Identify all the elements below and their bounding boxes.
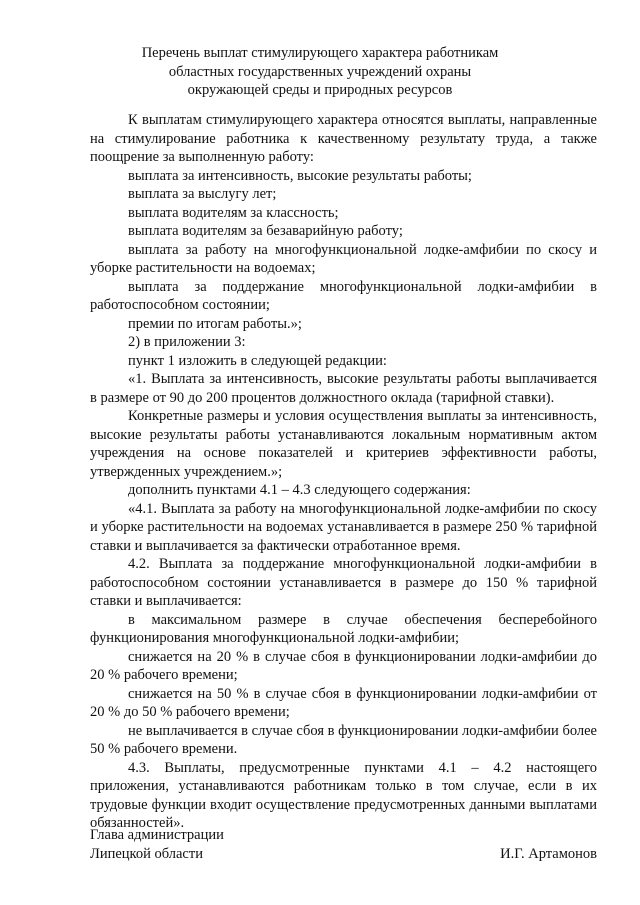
document-title (60, 44, 580, 100)
list-item: выплата за поддержание многофункциональной лодки-амфибии в работоспособном состоянии; (90, 278, 597, 313)
paragraph: 4.3. Выплаты, предусмотренные пунктами 4.1 – 4.2 настоящего приложения, устанавливаются работникам только в том случае, если в их трудовые функции входит осуществление предусмотренных данными выплатами обязанностей». (90, 759, 597, 831)
document-body (90, 111, 597, 833)
paragraph: Конкретные размеры и условия осуществления выплаты за интенсивность, высокие результаты работы устанавливаются локальным нормативным актом учреждения на основе показателей и критериев эффективности работы, утвержденных учреждением.»; (90, 408, 597, 480)
signature-region: Липецкой области (90, 845, 203, 862)
list-item: в максимальном размере в случае обеспечения бесперебойного функционирования многофункциональной лодки-амфибии; (90, 611, 597, 646)
list-item: снижается на 50 % в случае сбоя в функционировании лодки-амфибии от 20 % до 50 % рабочего времени; (90, 685, 597, 720)
list-item: не выплачивается в случае сбоя в функционировании лодки-амфибии более 50 % рабочего времени. (90, 722, 597, 757)
list-item: выплата водителям за безаварийную работу; (128, 223, 403, 239)
title-line: окружающей среды и природных ресурсов (187, 82, 453, 98)
list-item: снижается на 20 % в случае сбоя в функционировании лодки-амфибии до 20 % рабочего времени; (90, 648, 597, 683)
paragraph: К выплатам стимулирующего характера относятся выплаты, направленные на стимулирование работника к качественному результату труда, а также поощрение за выполненную работу: (90, 112, 597, 165)
paragraph: дополнить пунктами 4.1 – 4.3 следующего содержания: (128, 482, 471, 498)
list-item: выплата за выслугу лет; (128, 186, 277, 202)
paragraph: пункт 1 изложить в следующей редакции: (128, 352, 387, 369)
signature-position: Глава администрации (90, 827, 224, 843)
list-item: премии по итогам работы.»; (128, 315, 302, 332)
list-item: выплата за интенсивность, высокие результаты работы; (128, 167, 472, 184)
signatory-name: И.Г. Артамонов (500, 845, 597, 862)
paragraph: 4.2. Выплата за поддержание многофункциональной лодки-амфибии в работоспособном состоянии устанавливается в размере до 150 % тарифной ставки и выплачивается: (90, 556, 597, 609)
title-line: областных государственных учреждений охраны (168, 63, 472, 80)
signature-row (90, 845, 597, 864)
list-item: выплата водителям за классность; (128, 204, 339, 221)
paragraph: «1. Выплата за интенсивность, высокие результаты работы выплачивается в размере от 90 до 200 процентов должностного оклада (тарифной ставки). (90, 371, 597, 406)
list-item: выплата за работу на многофункциональной лодке-амфибии по скосу и уборке растительности на водоемах; (90, 241, 597, 276)
paragraph: «4.1. Выплата за работу на многофункциональной лодке-амфибии по скосу и уборке растительности на водоемах устанавливается в размере 250 % тарифной ставки и выплачивается за фактически отработанное время. (90, 500, 597, 554)
signature-block (90, 826, 597, 863)
paragraph: 2) в приложении 3: (128, 334, 246, 350)
title-line: Перечень выплат стимулирующего характера работникам (141, 45, 499, 61)
